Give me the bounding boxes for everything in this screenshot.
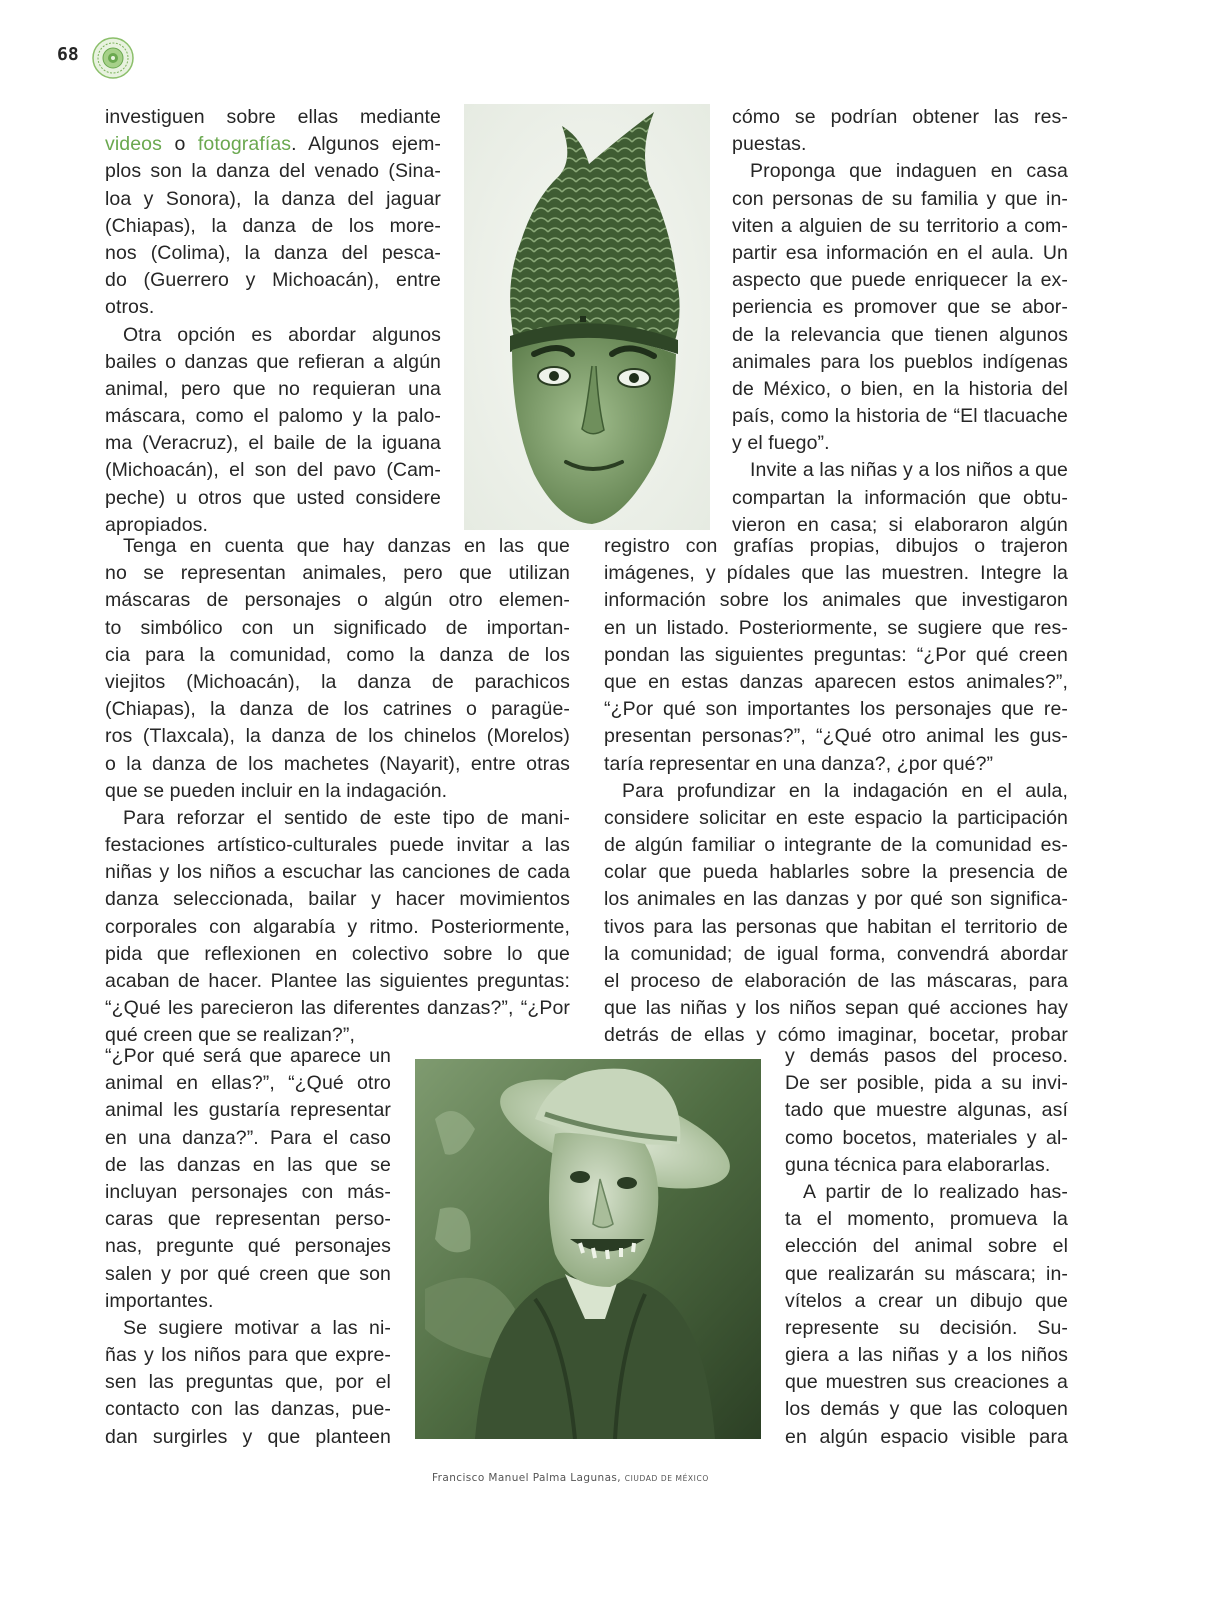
text-line: tado que muestre algunas, así <box>785 1099 1068 1122</box>
text-line: la comunidad; de igual forma, convendrá abordar <box>604 942 1068 965</box>
text-line: puestas. <box>732 133 807 156</box>
text-line: y el fuego”. <box>732 432 830 455</box>
text-line-with-links: videos o fotografías. Algunos ejem- <box>105 133 442 156</box>
paragraph-column-a <box>105 104 441 539</box>
text-line: de México, o bien, en la historia del <box>732 377 1068 400</box>
text-line: vieron en casa; si elaboraron algún <box>732 513 1068 536</box>
text-line: salen y por qué creen que son <box>105 1262 391 1285</box>
text-line: partir esa información en el aula. Un <box>732 241 1068 264</box>
text-line: animales para los pueblos indígenas <box>732 350 1068 373</box>
text-line: Para profundizar en la indagación en el aula, <box>622 779 1068 802</box>
text-line: “¿Qué les parecieron las diferentes danzas?”, “¿Por <box>105 997 570 1020</box>
text-line: información sobre los animales que investigaron <box>604 589 1068 612</box>
text-line: que muestren sus creaciones a <box>785 1371 1068 1394</box>
green-circular-emblem-icon <box>92 37 134 79</box>
text-line: Invite a las niñas y a los niños a que <box>750 459 1068 482</box>
paragraph-column-d <box>732 104 1068 539</box>
text-line: giera a las niñas y a los niños <box>785 1344 1068 1367</box>
text-line: no se representan animales, pero que utilizan <box>105 562 570 585</box>
text-line: ros (Tlaxcala), la danza de los chinelos (Morelos) <box>105 725 570 748</box>
text-line: que se pueden incluir en la indagación. <box>105 779 448 802</box>
text-line: que en estas danzas aparecen estos animales?”, <box>604 670 1068 693</box>
text-line: (Chiapas), la danza de los more- <box>105 214 441 237</box>
text-line: o la danza de los machetes (Nayarit), entre otras <box>105 752 570 775</box>
text-line: ñas y los niños para que expre- <box>105 1344 391 1367</box>
fotografias-link[interactable]: fotografías <box>197 133 292 156</box>
text-line: plos son la danza del venado (Sina- <box>105 160 441 183</box>
text-line: ta el momento, promueva la <box>785 1208 1068 1231</box>
text-line: en un listado. Posteriormente, se sugiere que res- <box>604 616 1068 639</box>
text-line: los animales en las danzas y por qué son significa- <box>604 888 1068 911</box>
text-line: detrás de ellas y cómo imaginar, bocetar, probar <box>604 1024 1068 1047</box>
videos-link[interactable]: videos <box>105 133 162 156</box>
text-line: como bocetos, materiales y al- <box>785 1126 1068 1149</box>
text-line: vítelos a crear un dibujo que <box>785 1289 1068 1312</box>
text-line: guna técnica para elaborarlas. <box>785 1153 1051 1176</box>
text-line: investiguen sobre ellas mediante <box>105 106 441 128</box>
text-line: bailes o danzas que refieran a algún <box>105 350 441 373</box>
text-line: Para reforzar el sentido de este tipo de mani- <box>123 806 570 829</box>
caption-author: Francisco Manuel Palma Lagunas, <box>432 1472 625 1484</box>
text-line: elección del animal sobre el <box>785 1235 1068 1258</box>
text-line: loa y Sonora), la danza del jaguar <box>105 187 441 210</box>
text-line: “¿Por qué son importantes los personajes que re- <box>604 698 1068 721</box>
paragraph-column-b <box>105 533 570 1050</box>
text-line: danza seleccionada, bailar y hacer movimientos <box>105 888 570 911</box>
text-line: represente su decisión. Su- <box>785 1316 1068 1339</box>
text-line: máscara, como el palomo y la palo- <box>105 405 441 428</box>
page-number: 68 <box>57 44 79 65</box>
text-line: to simbólico con un significado de importan- <box>105 616 570 639</box>
text-line: Tenga en cuenta que hay danzas en las que <box>123 535 570 557</box>
text-line: importantes. <box>105 1289 214 1312</box>
text-line: que realizarán su máscara; in- <box>785 1262 1068 1285</box>
text-line: De ser posible, pida a su invi- <box>785 1072 1068 1095</box>
text-line: Proponga que indaguen en casa <box>750 160 1068 183</box>
text-line: colar que pueda hablarles sobre la presencia de <box>604 861 1068 884</box>
text-line: dan surgirles y que planteen <box>105 1425 391 1448</box>
paragraph-column-f <box>785 1043 1068 1451</box>
wooden-fish-mask-photo <box>464 104 710 530</box>
text-line: viten a alguien de su territorio a com- <box>732 214 1068 237</box>
text-line: A partir de lo realizado has- <box>803 1180 1068 1203</box>
text-line: en algún espacio visible para <box>785 1425 1068 1448</box>
text-line: en una danza?”. Para el caso <box>105 1126 391 1149</box>
text-line: el proceso de elaboración de las máscaras, para <box>604 970 1068 992</box>
text-line: do (Guerrero y Michoacán), entre <box>105 269 441 292</box>
text-line: qué creen que se realizan?”, <box>105 1024 355 1047</box>
text-line: de algún familiar o integrante de la comunidad es- <box>604 834 1068 857</box>
text-line: los demás y que las coloquen <box>785 1398 1068 1421</box>
text-line: periencia es promover que se abor- <box>732 296 1068 319</box>
text-line: registro con grafías propias, dibujos o trajeron <box>604 535 1068 557</box>
text-line: Otra opción es abordar algunos <box>123 323 441 346</box>
paragraph-column-e <box>604 533 1068 1050</box>
text-line: animal les gustaría representar <box>105 1099 391 1122</box>
text-line: “¿Por qué será que aparece un <box>105 1045 391 1067</box>
text-line: otros. <box>105 296 155 319</box>
text-line: pida que reflexionen en colectivo sobre lo que <box>105 942 570 965</box>
text-line: (Chiapas), la danza de los catrines o paragüe- <box>105 698 570 721</box>
text-line: máscaras de personajes o algún otro elemen- <box>105 589 570 612</box>
text-line: peche) u otros que usted considere <box>105 486 441 509</box>
text-line: de la relevancia que tienen algunos <box>732 323 1068 346</box>
text-line: caras que representan perso- <box>105 1208 391 1231</box>
text-line: festaciones artístico-culturales puede invitar a las <box>105 834 570 857</box>
text-line: con personas de su familia y que in- <box>732 187 1068 210</box>
text-line: taría representar en una danza?, ¿por qué?” <box>604 752 994 775</box>
text-line: nas, pregunte qué personajes <box>105 1235 391 1258</box>
photo-caption <box>432 1472 709 1484</box>
text-line: presentan personas?”, “¿Qué otro animal les gus- <box>604 725 1068 748</box>
masked-dancer-photo <box>415 1059 761 1439</box>
text-line: de las danzas en las que se <box>105 1153 391 1176</box>
text-line: contacto con las danzas, pue- <box>105 1398 391 1421</box>
text-line: (Michoacán), el son del pavo (Cam- <box>105 459 441 482</box>
text-line: ma (Veracruz), el baile de la iguana <box>105 432 441 455</box>
text-line: considere solicitar en este espacio la participación <box>604 806 1068 829</box>
caption-place: CIUDAD DE MÉXICO <box>624 1474 709 1483</box>
text-line: imágenes, y pídales que las muestren. Integre la <box>604 562 1068 585</box>
text-line: viejitos (Michoacán), la danza de parachicos <box>105 670 570 693</box>
text-line: país, como la historia de “El tlacuache <box>732 405 1068 428</box>
text-line: tivos para las personas que habitan el territorio de <box>604 915 1068 938</box>
text-line: corporales con algarabía y ritmo. Posteriormente, <box>105 915 570 938</box>
text-line: Se sugiere motivar a las ni- <box>123 1316 391 1339</box>
text-line: cómo se podrían obtener las res- <box>732 106 1068 128</box>
paragraph-column-c <box>105 1043 391 1451</box>
text-line: pondan las siguientes preguntas: “¿Por qué creen <box>604 643 1068 666</box>
text-line: nos (Colima), la danza del pesca- <box>105 241 441 264</box>
text-line: incluyan personajes con más- <box>105 1180 391 1203</box>
text-line: apropiados. <box>105 513 209 536</box>
text-line: acaban de hacer. Plantee las siguientes preguntas: <box>105 970 570 992</box>
text-line: compartan la información que obtu- <box>732 486 1068 509</box>
text-line: sen las preguntas que, por el <box>105 1371 391 1394</box>
text-line: animal, pero que no requieran una <box>105 377 441 400</box>
text-line: aspecto que puede enriquecer la ex- <box>732 269 1068 292</box>
text-line: y demás pasos del proceso. <box>785 1045 1068 1067</box>
text-line: niñas y los niños a escuchar las canciones de cada <box>105 861 570 884</box>
text-line: cia para la comunidad, como la danza de los <box>105 643 570 666</box>
text-line: animal en ellas?”, “¿Qué otro <box>105 1072 391 1095</box>
text-line: que las niñas y los niños sepan qué acciones hay <box>604 997 1068 1020</box>
